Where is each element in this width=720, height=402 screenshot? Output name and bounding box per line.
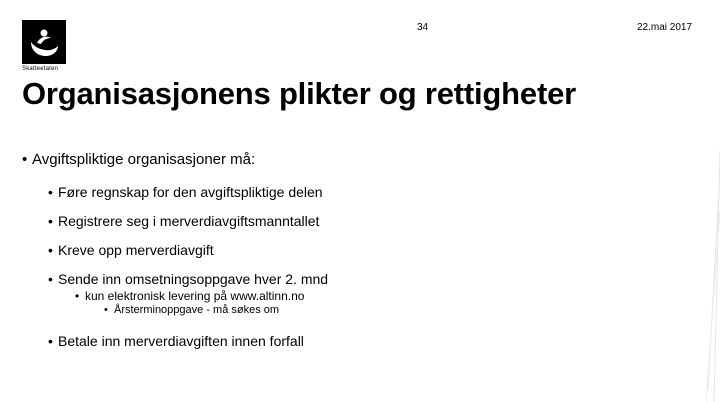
bullet-level2: [48, 184, 323, 200]
bullet-text: Føre regnskap for den avgiftspliktige delen: [58, 184, 323, 200]
bullet-text: Årsterminoppgave - må søkes om: [114, 304, 280, 316]
bullet-text: kun elektronisk levering på www.altinn.no: [85, 289, 305, 303]
slide-date: 22.mai 2017: [637, 22, 693, 33]
bullet-text: Sende inn omsetningsoppgave hver 2. mnd: [58, 271, 329, 287]
bullet-level2: [48, 271, 328, 287]
bullet-dot-icon: •: [75, 289, 80, 303]
bullet-dot-icon: •: [48, 271, 53, 287]
bullet-dot-icon: •: [48, 333, 53, 349]
bullet-level2: [48, 213, 319, 229]
bullet-dot-icon: •: [48, 242, 53, 258]
skatteetaten-logo: [22, 20, 68, 72]
bullet-dot-icon: •: [48, 184, 53, 200]
logo-text: Skatteetaten: [22, 66, 59, 72]
decorative-side-lines: [706, 150, 720, 402]
bullet-level4: [104, 304, 279, 316]
bullet-dot-icon: •: [104, 304, 108, 316]
logo-emblem-icon: [22, 20, 66, 64]
bullet-text: Kreve opp merverdiavgift: [58, 242, 214, 258]
bullet-level2: [48, 242, 214, 258]
bullet-dot-icon: •: [22, 151, 28, 168]
slide-title: Organisasjonens plikter og rettigheter: [22, 76, 576, 111]
bullet-text: Registrere seg i merverdiavgiftsmanntallet: [58, 213, 320, 229]
bullet-level3: [75, 289, 304, 303]
bullet-text: Avgiftspliktige organisasjoner må:: [32, 151, 256, 168]
bullet-text: Betale inn merverdiavgiften innen forfall: [58, 333, 304, 349]
bullet-level1: [22, 151, 255, 168]
bullet-dot-icon: •: [48, 213, 53, 229]
slide-page-number: 34: [417, 22, 429, 33]
bullet-level2: [48, 333, 304, 349]
